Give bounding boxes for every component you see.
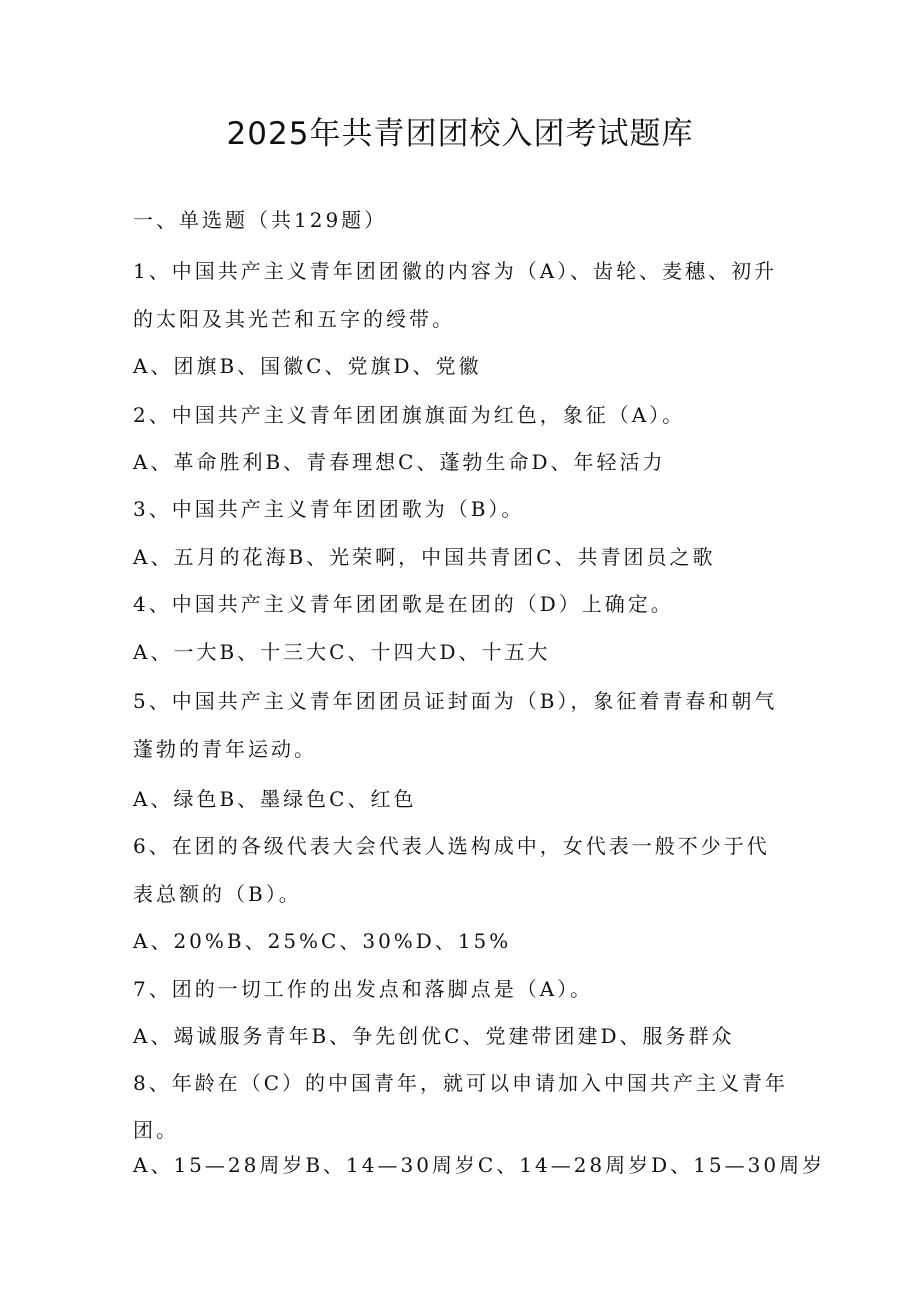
question-6-options: A、20%B、25%C、30%D、15% (133, 929, 512, 953)
question-8-options: A、15—28周岁B、14—30周岁C、14—28周岁D、15—30周岁 (133, 1153, 826, 1177)
question-7-stem-line-1: 7、团的一切工作的出发点和落脚点是（A）。 (133, 977, 594, 1001)
question-6-stem-line-2: 表总额的（B）。 (133, 882, 302, 906)
question-4-options: A、一大B、十三大C、十四大D、十五大 (133, 640, 551, 664)
question-7-options: A、竭诚服务青年B、争先创优C、党建带团建D、服务群众 (133, 1024, 735, 1048)
question-3-stem-line-1: 3、中国共产主义青年团团歌为（B）。 (133, 497, 525, 521)
question-1-options: A、团旗B、国徽C、党旗D、党徽 (133, 354, 482, 378)
question-8-stem-line-2: 团。 (133, 1118, 179, 1142)
question-5-stem-line-1: 5、中国共产主义青年团团员证封面为（B），象征着青春和朝气 (133, 689, 778, 713)
question-4-stem-line-1: 4、中国共产主义青年团团歌是在团的（D）上确定。 (133, 592, 674, 616)
question-5-stem-line-2: 蓬勃的青年运动。 (133, 737, 317, 761)
question-2-options: A、革命胜利B、青春理想C、蓬勃生命D、年轻活力 (133, 450, 666, 474)
question-5-options: A、绿色B、墨绿色C、红色 (133, 787, 417, 811)
document-title: 2025年共青团团校入团考试题库 (226, 116, 694, 152)
question-3-options: A、五月的花海B、光荣啊，中国共青团C、共青团员之歌 (133, 545, 716, 569)
question-1-stem-line-2: 的太阳及其光芒和五字的绶带。 (133, 307, 455, 331)
question-2-stem-line-1: 2、中国共产主义青年团团旗旗面为红色，象征（A）。 (133, 403, 686, 427)
question-1-stem-line-1: 1、中国共产主义青年团团徽的内容为（A）、齿轮、麦穗、初升 (133, 259, 778, 283)
question-8-stem-line-1: 8、年龄在（C）的中国青年，就可以申请加入中国共产主义青年 (133, 1071, 789, 1095)
section-heading: 一、单选题（共129题） (133, 208, 388, 232)
question-6-stem-line-1: 6、在团的各级代表大会代表人选构成中，女代表一般不少于代 (133, 834, 770, 858)
